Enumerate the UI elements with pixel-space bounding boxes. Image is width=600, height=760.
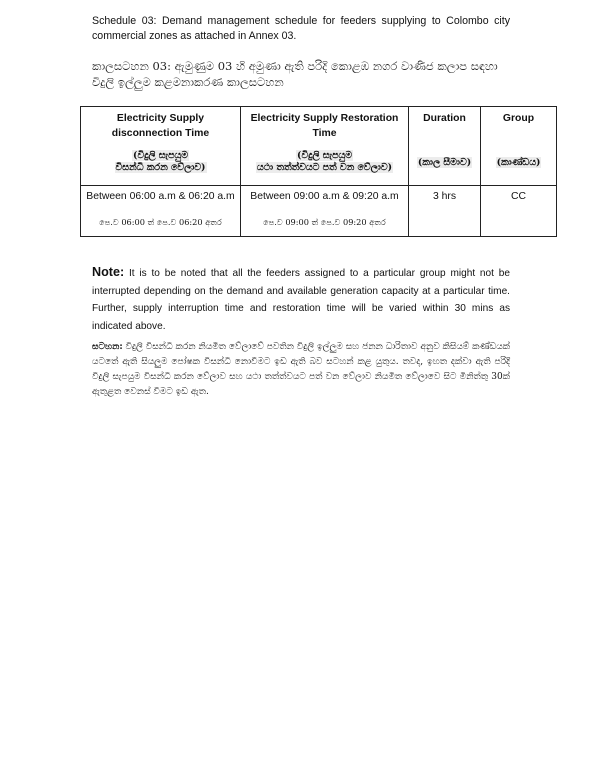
note-text: It is to be noted that all the feeders assigned to a particular group might not be interrupted depending on the demand and available generation capacity at a particular time. Further, supply interruption time and restoration time will be varied within 30 mins as indicated above. (92, 268, 510, 332)
note-english (92, 264, 510, 335)
schedule-title-english: Schedule 03: Demand management schedule for feeders supplying to Colombo city commercial zones as attached in Annex 03. (92, 15, 510, 42)
cell-group (481, 186, 557, 237)
header-sinhala-line: (කාණ්ඩය) (496, 157, 541, 168)
cell-text-sinhala: පෙ.ව 06:00 ත් පෙ.ව 06:20 අතර (99, 217, 222, 227)
cell-text: CC (510, 191, 526, 202)
cell-restoration-time (241, 186, 409, 237)
note-sinhala (92, 340, 510, 400)
table-row (81, 186, 557, 237)
table-header-row (81, 107, 557, 186)
schedule-table (80, 106, 557, 237)
header-label-sinhala (241, 150, 408, 174)
note-label-sinhala: සටහන: (92, 342, 123, 352)
cell-text: 3 hrs (432, 191, 457, 202)
header-label: Group (502, 113, 535, 124)
header-group (481, 107, 557, 186)
cell-disconnection-time (81, 186, 241, 237)
header-sinhala-line: (කාල සීමාව) (417, 157, 472, 168)
header-label-sinhala (81, 150, 240, 174)
header-duration (409, 107, 481, 186)
header-sinhala-line: විසන්ධි කරන වේලාව) (115, 162, 206, 173)
cell-duration (409, 186, 481, 237)
header-sinhala-line: (විදුලි සැපයුම (297, 150, 352, 161)
header-label-sinhala (481, 157, 556, 169)
schedule-title-sinhala: කාලසටහන 03: ඇමුණුම 03 හි අමුණා ඇති පරිදි කොළඹ නගර වාණිජ කලාප සඳහා විදුලි ඉල්ලුම කළමනාකරණ කාලසටහන (92, 59, 498, 89)
header-label: Electricity Supply disconnection Time (111, 113, 210, 139)
note-text-sinhala: විදුලි විසන්ධි කරන නියමිත වේලාවේ පවතින විදුලි ඉල්ලුම සහ ජනන ධාරිතාව අනුව කිසියම් කණ්ඩයක් යටතේ ඇති සියලුම පෝෂක විසන්ධි නොවීමට ඉඩ ඇති බව සටහන් කළ යුතුය. තවද, ඉහත දක්වා ඇති පරිදි විදුලි සැපයුම විසන්ධි කරන වේලාව සහ යථා තත්ත්වයට පත් වන වේලාව නියමිත වේලාවෙ සිට මිනිත්තු 30ක් ඇතුළත වෙනස් වීමට ඉඩ ඇත. (92, 342, 510, 397)
cell-text: Between 09:00 a.m & 09:20 a.m (250, 191, 399, 202)
header-label: Duration (423, 113, 466, 124)
header-label-sinhala (409, 157, 480, 169)
header-disconnection-time (81, 107, 241, 186)
header-label: Electricity Supply Restoration Time (250, 113, 399, 139)
cell-text-sinhala: පෙ.ව 09:00 ත් පෙ.ව 09:20 අතර (263, 217, 386, 227)
header-sinhala-line: (විදුලි සැපයුම (133, 150, 188, 161)
header-restoration-time (241, 107, 409, 186)
note-label: Note: (92, 265, 125, 279)
cell-text: Between 06:00 a.m & 06:20 a.m (86, 191, 235, 202)
header-sinhala-line: යථා තත්ත්වයට පත් වන වේලාව) (256, 162, 393, 173)
